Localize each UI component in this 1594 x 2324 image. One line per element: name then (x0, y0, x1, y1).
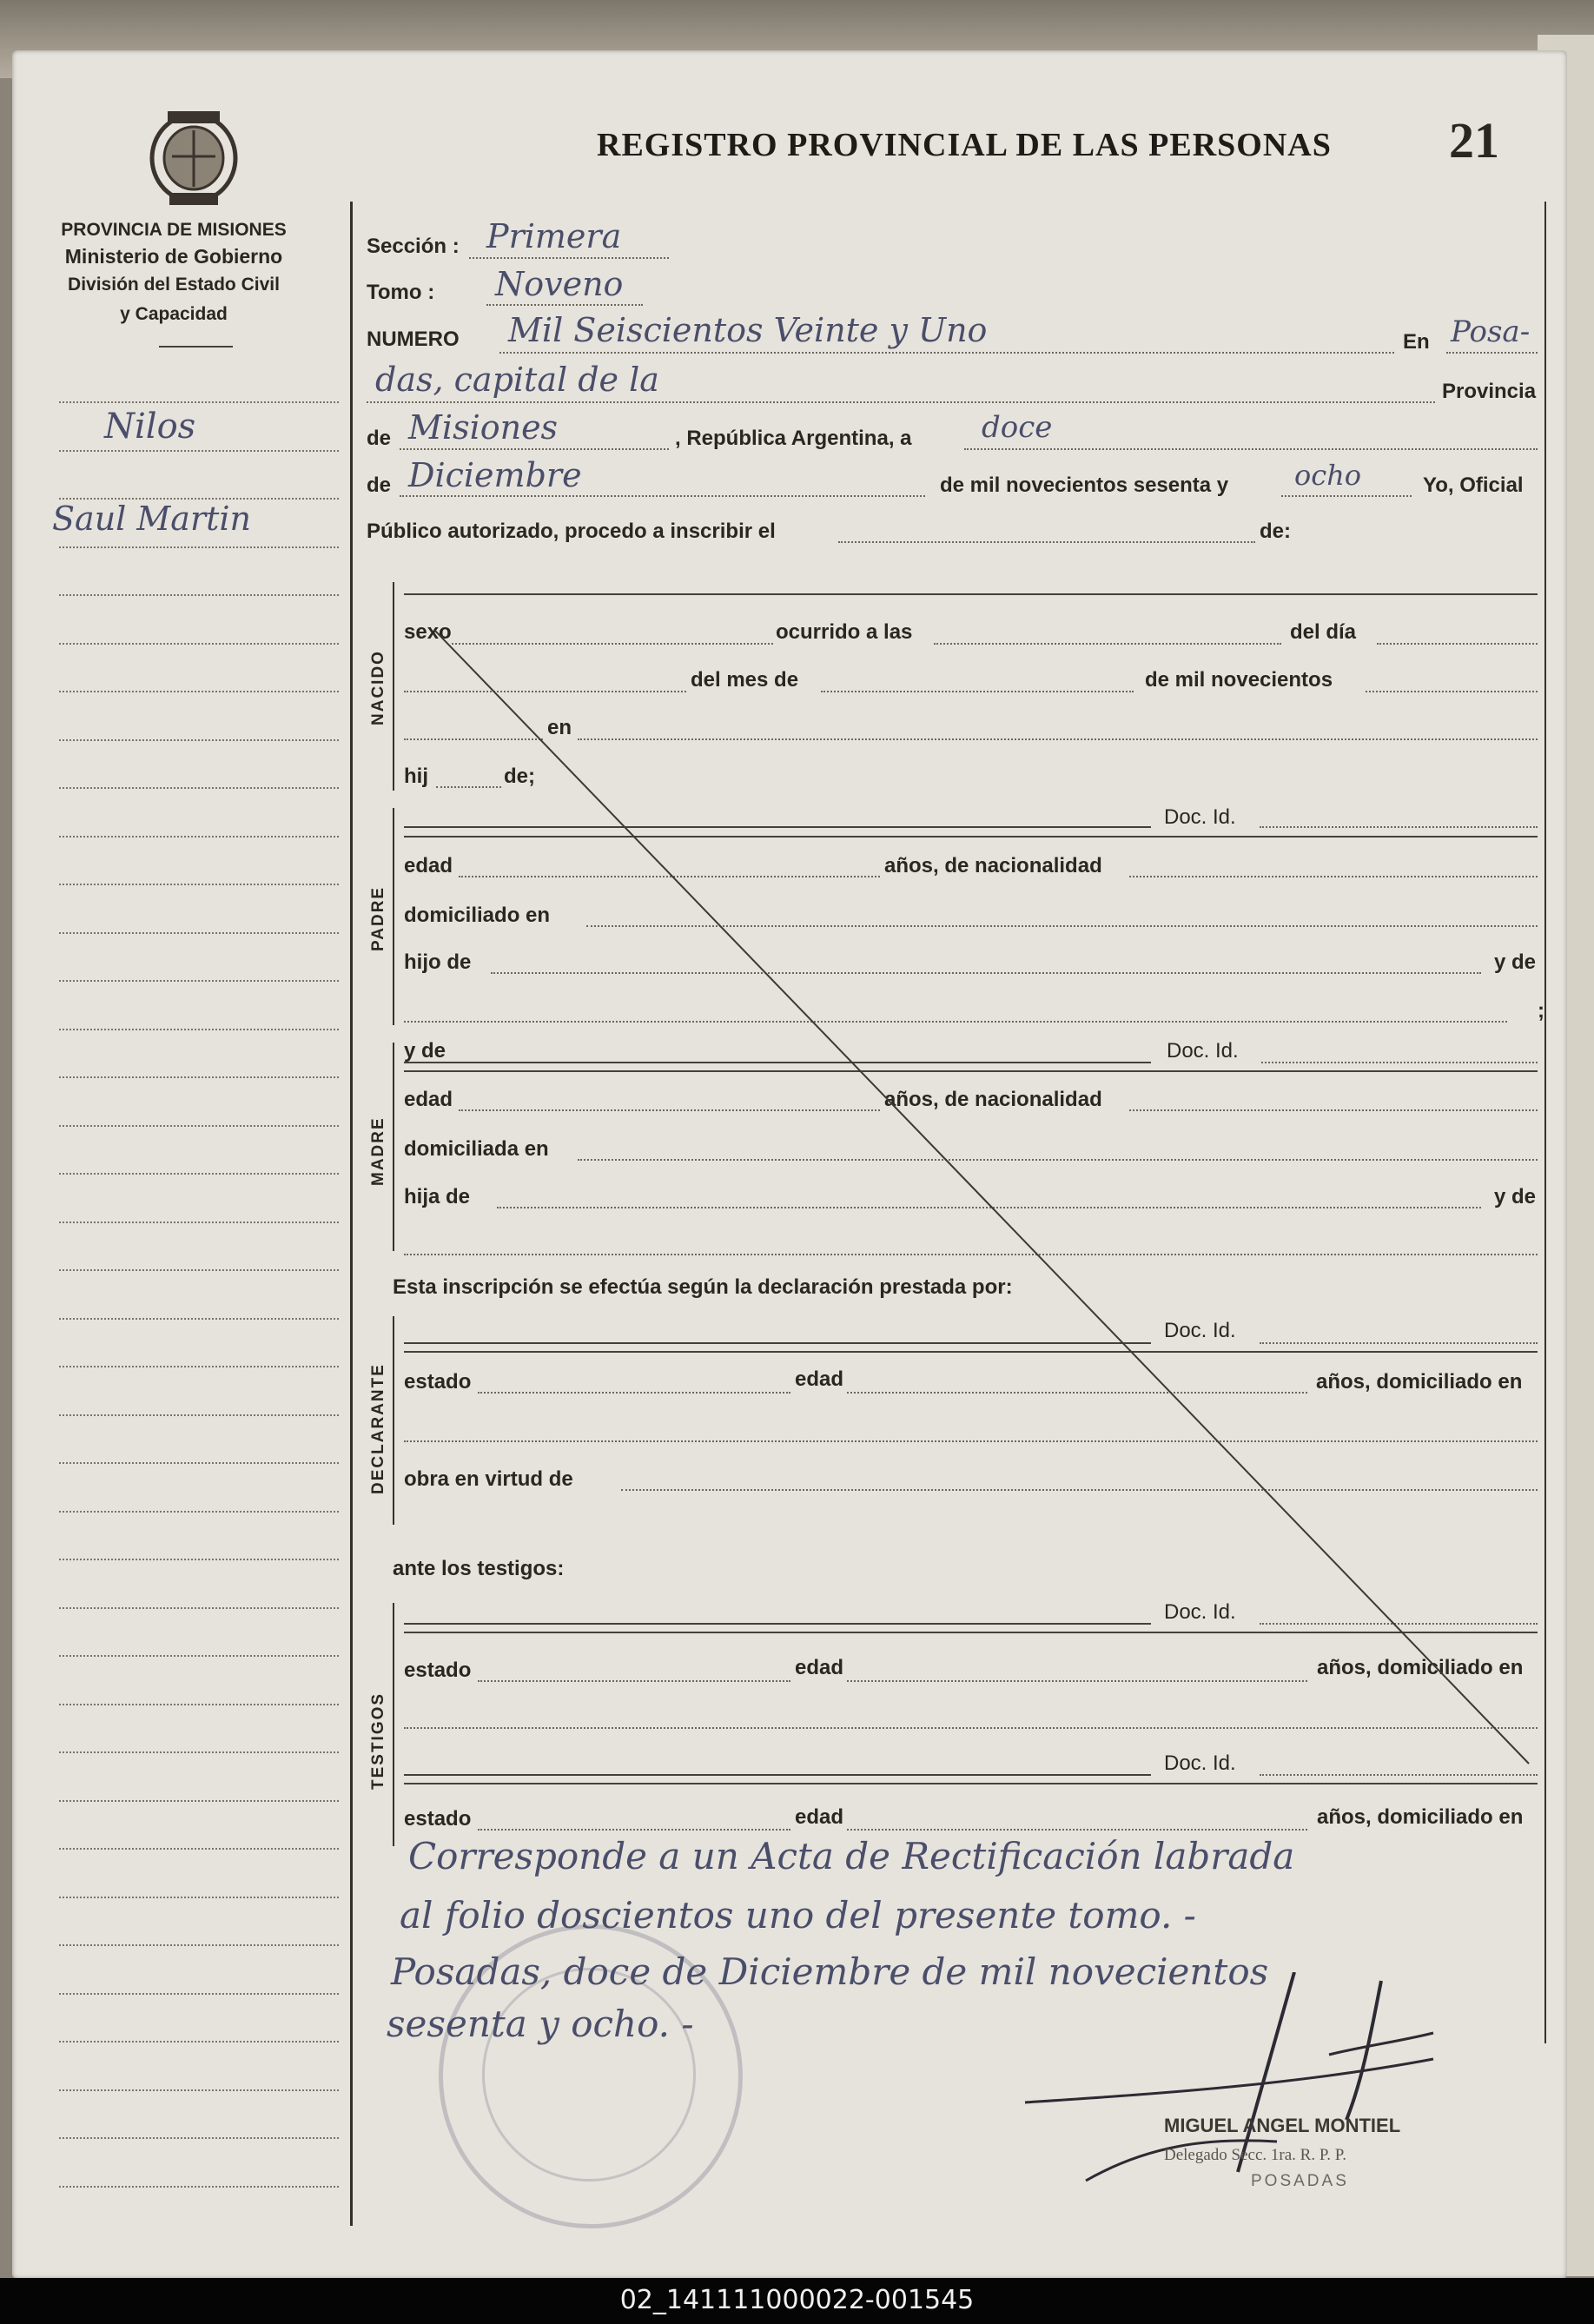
testigos-label: TESTIGOS (369, 1692, 387, 1790)
seccion-label: Sección : (367, 235, 460, 258)
year-value: ocho (1294, 459, 1362, 492)
seccion-value: Primera (486, 217, 622, 255)
de-colon-label: de: (1260, 520, 1291, 543)
testigo1-edad-label: edad (795, 1656, 844, 1679)
tomo-value: Noveno (495, 265, 624, 303)
testigo2-anios-label: años, domiciliado en (1317, 1805, 1524, 1829)
madre-y-de-2-label: y de (1494, 1185, 1537, 1208)
del-mes-label: del mes de (691, 668, 799, 692)
padre-semicolon: ; (1538, 999, 1544, 1023)
ministry-name: Ministerio de Gobierno (64, 245, 283, 268)
declarante-label: DECLARANTE (369, 1363, 387, 1494)
declarante-doc-label: Doc. Id. (1164, 1319, 1236, 1342)
month-value: Diciembre (408, 456, 582, 494)
province-value: Misiones (408, 408, 559, 447)
declarante-edad-label: edad (795, 1367, 844, 1391)
declarante-intro: Esta inscripción se efectúa según la declaración prestada por: (393, 1275, 1013, 1299)
testigos-intro: ante los testigos: (393, 1557, 565, 1580)
de-label: de (367, 427, 392, 450)
note-line-3: Posadas, doce de Diciembre de mil novecientos (391, 1950, 1269, 1993)
madre-doc-label: Doc. Id. (1167, 1039, 1239, 1063)
note-line-1: Corresponde a un Acta de Rectificación labrada (408, 1835, 1295, 1877)
image-reference-code: 02_141111000022-001545 (619, 2285, 975, 2315)
obra-label: obra en virtud de (404, 1467, 573, 1491)
republica-label: , República Argentina, a (675, 427, 912, 450)
margin-note-given-name: Saul Martin (52, 500, 252, 538)
hij-label: hij (404, 765, 428, 788)
testigo2-edad-label: edad (795, 1805, 844, 1829)
madre-anios-label: años, de nacionalidad (884, 1088, 1102, 1111)
signer-role: Delegado Secc. 1ra. R. P. P. (1164, 2146, 1347, 2164)
publico-label: Público autorizado, procedo a inscribir el (367, 520, 776, 543)
testigo1-doc-label: Doc. Id. (1164, 1600, 1236, 1624)
madre-y-de-label: y de (404, 1039, 446, 1063)
declarante-estado-label: estado (404, 1370, 472, 1394)
oficial-label: Yo, Oficial (1423, 473, 1524, 497)
de-label-2: de (367, 473, 392, 497)
day-value: doce (982, 410, 1053, 445)
margin-note-surname: Nilos (104, 407, 196, 447)
signer-place: POSADAS (1251, 2172, 1349, 2190)
province-name: PROVINCIA DE MISIONES (61, 220, 287, 240)
padre-anios-label: años, de nacionalidad (884, 854, 1102, 877)
testigo2-doc-label: Doc. Id. (1164, 1751, 1236, 1775)
madre-label: MADRE (369, 1116, 387, 1186)
padre-doc-label: Doc. Id. (1164, 805, 1236, 829)
division-name: División del Estado Civil (68, 275, 280, 295)
hija-de-label: hija de (404, 1185, 471, 1208)
padre-y-de-label: y de (1494, 950, 1537, 974)
padre-domicilio-label: domiciliado en (404, 904, 551, 927)
page-title: REGISTRO PROVINCIAL DE LAS PERSONAS (597, 127, 1332, 163)
provincia-label: Provincia (1442, 380, 1537, 403)
testigo2-estado-label: estado (404, 1807, 472, 1831)
sexo-label: sexo (404, 620, 452, 644)
page-number: 21 (1449, 112, 1499, 169)
note-line-2: al folio doscientos uno del presente tomo. - (400, 1894, 1196, 1937)
testigo1-estado-label: estado (404, 1659, 472, 1682)
numero-label: NUMERO (367, 328, 460, 351)
declarante-anios-label: años, domiciliado en (1316, 1370, 1523, 1394)
en-value: Posa- (1451, 315, 1531, 349)
nacido-label: NACIDO (369, 650, 387, 725)
tomo-label: Tomo : (367, 281, 435, 304)
del-dia-label: del día (1290, 620, 1357, 644)
padre-edad-label: edad (404, 854, 453, 877)
numero-value: Mil Seiscientos Veinte y Uno (508, 311, 988, 349)
signer-name: MIGUEL ANGEL MONTIEL (1164, 2115, 1401, 2136)
de-semi-label: de; (504, 765, 535, 788)
padre-label: PADRE (369, 885, 387, 951)
division-name-2: y Capacidad (120, 304, 228, 324)
ocurrido-label: ocurrido a las (776, 620, 913, 644)
mil-label: de mil novecientos sesenta y (940, 473, 1229, 497)
madre-edad-label: edad (404, 1088, 453, 1111)
en-label-2: en (547, 716, 572, 739)
note-line-4: sesenta y ocho. - (387, 2003, 694, 2045)
city-continuation: das, capital de la (375, 361, 659, 399)
mil-novecientos-label: de mil novecientos (1145, 668, 1333, 692)
testigo1-anios-label: años, domiciliado en (1317, 1656, 1524, 1679)
madre-domicilio-label: domiciliada en (404, 1137, 549, 1161)
hijo-de-label: hijo de (404, 950, 472, 974)
en-label: En (1403, 330, 1430, 354)
